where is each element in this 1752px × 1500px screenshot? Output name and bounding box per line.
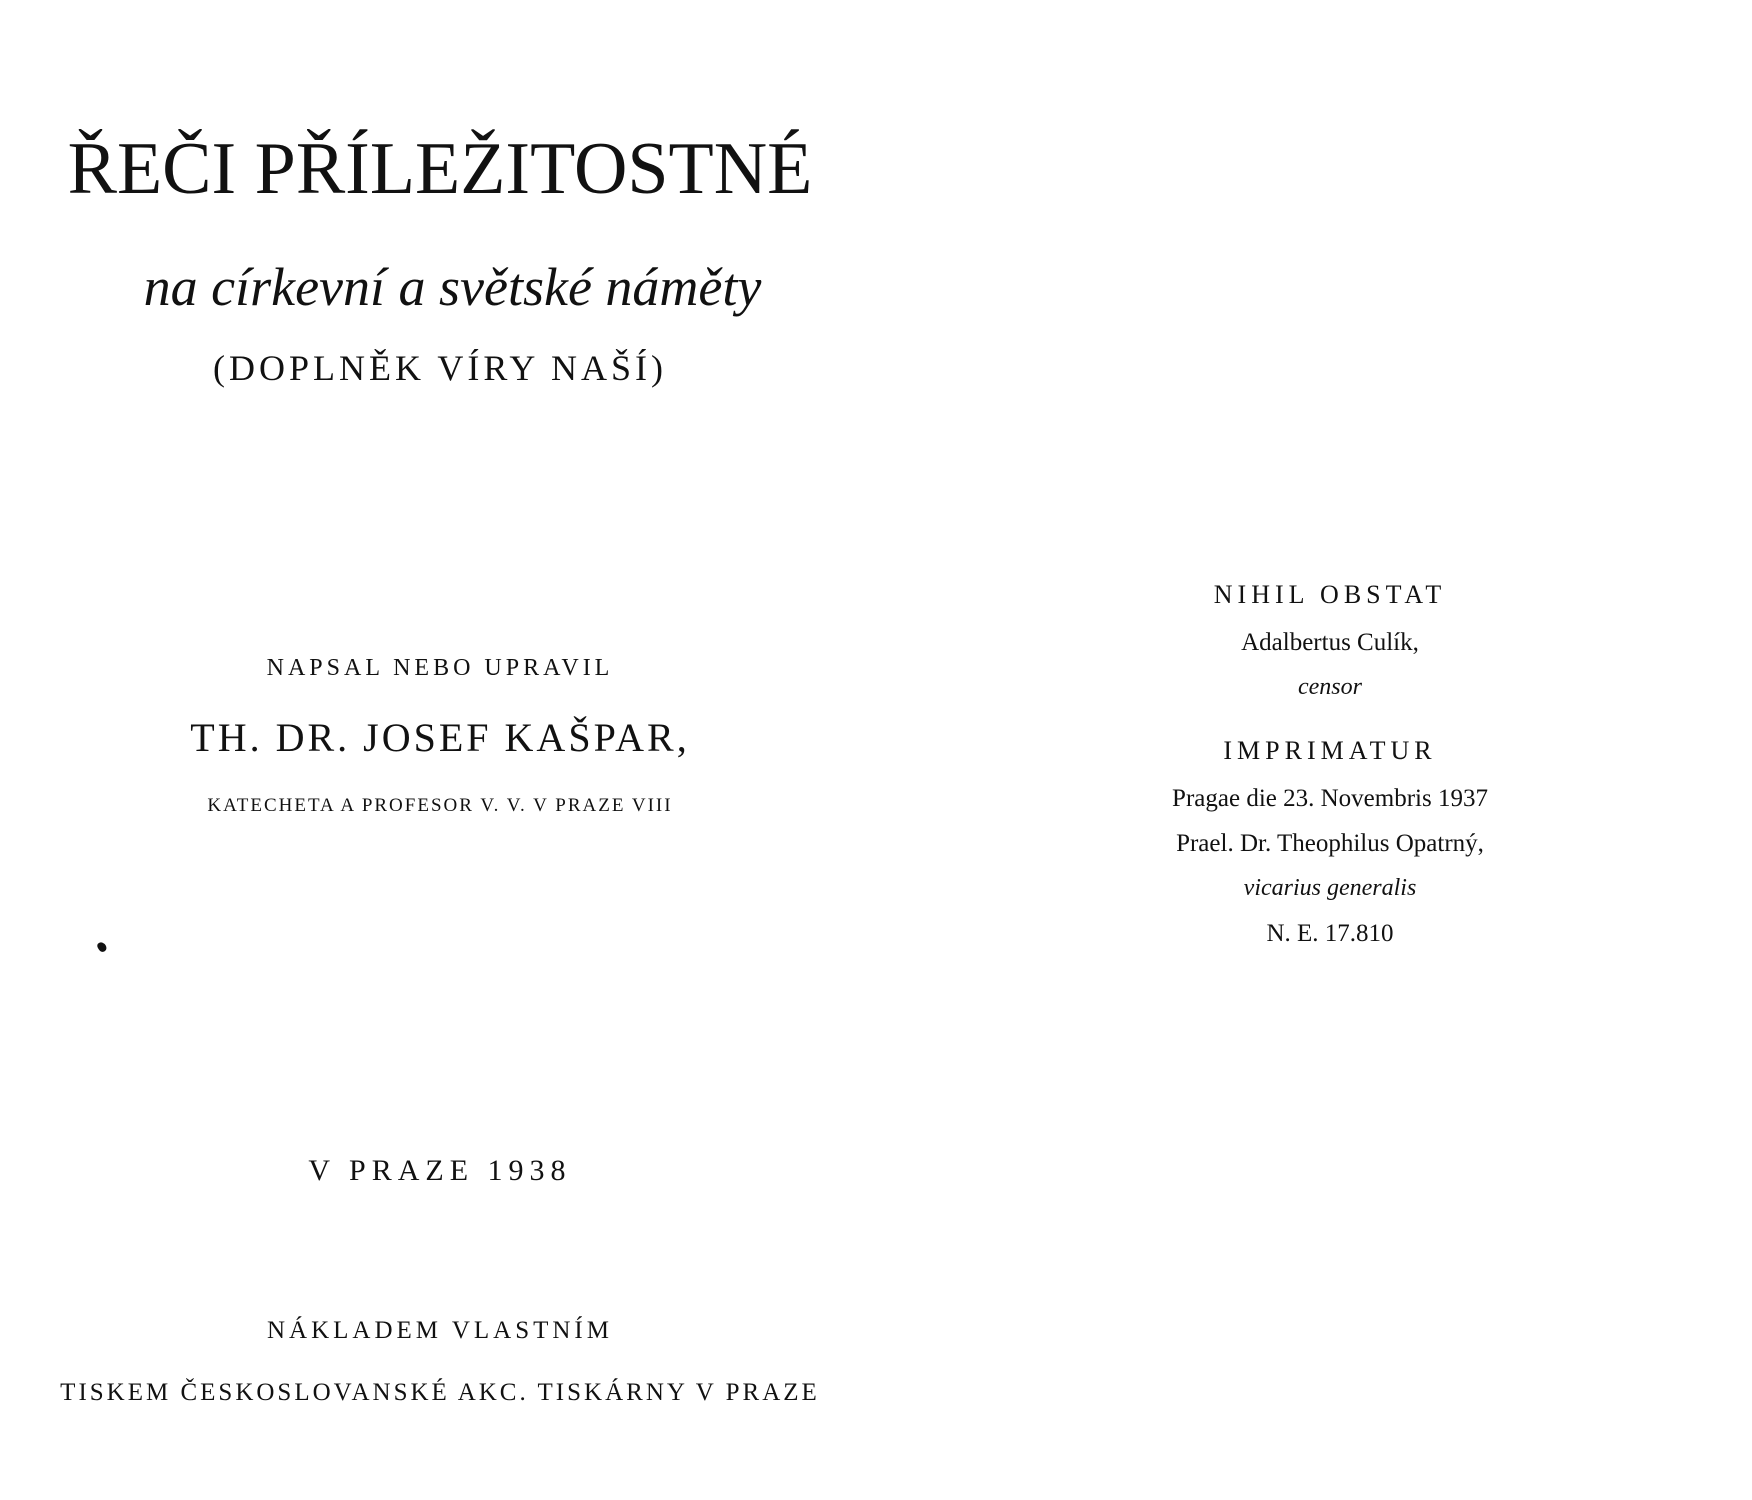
- book-title: ŘEČI PŘÍLEŽITOSTNÉ: [67, 128, 813, 210]
- publisher-line: NÁKLADEM VLASTNÍM: [266, 1317, 613, 1344]
- author-role: KATECHETA A PROFESOR V. V. V PRAZE VIII: [207, 795, 673, 816]
- censor-name: Adalbertus Culík,: [1241, 629, 1419, 656]
- author-intro: NAPSAL NEBO UPRAVIL: [266, 655, 614, 681]
- ink-speck: [96, 941, 108, 954]
- book-subtitle: na církevní a světské náměty: [143, 257, 762, 317]
- reference-number: N. E. 17.810: [1266, 920, 1394, 947]
- book-supplement-note: (DOPLNĚK VÍRY NAŠÍ): [213, 348, 667, 388]
- author-name: TH. DR. JOSEF KAŠPAR,: [190, 715, 690, 760]
- printer-line: TISKEM ČESKOSLOVANSKÉ AKC. TISKÁRNY V PRAZE: [60, 1379, 820, 1406]
- vicar-name: Prael. Dr. Theophilus Opatrný,: [1176, 830, 1484, 857]
- nihil-obstat-heading: NIHIL OBSTAT: [1213, 580, 1447, 609]
- censor-title: censor: [1298, 674, 1362, 700]
- right-page: [1100, 0, 1560, 1500]
- imprimatur-date: Pragae die 23. Novembris 1937: [1172, 785, 1488, 812]
- imprimatur-heading: IMPRIMATUR: [1223, 736, 1437, 765]
- place-and-year: V PRAZE 1938: [308, 1154, 572, 1187]
- vicar-title: vicarius generalis: [1243, 875, 1417, 901]
